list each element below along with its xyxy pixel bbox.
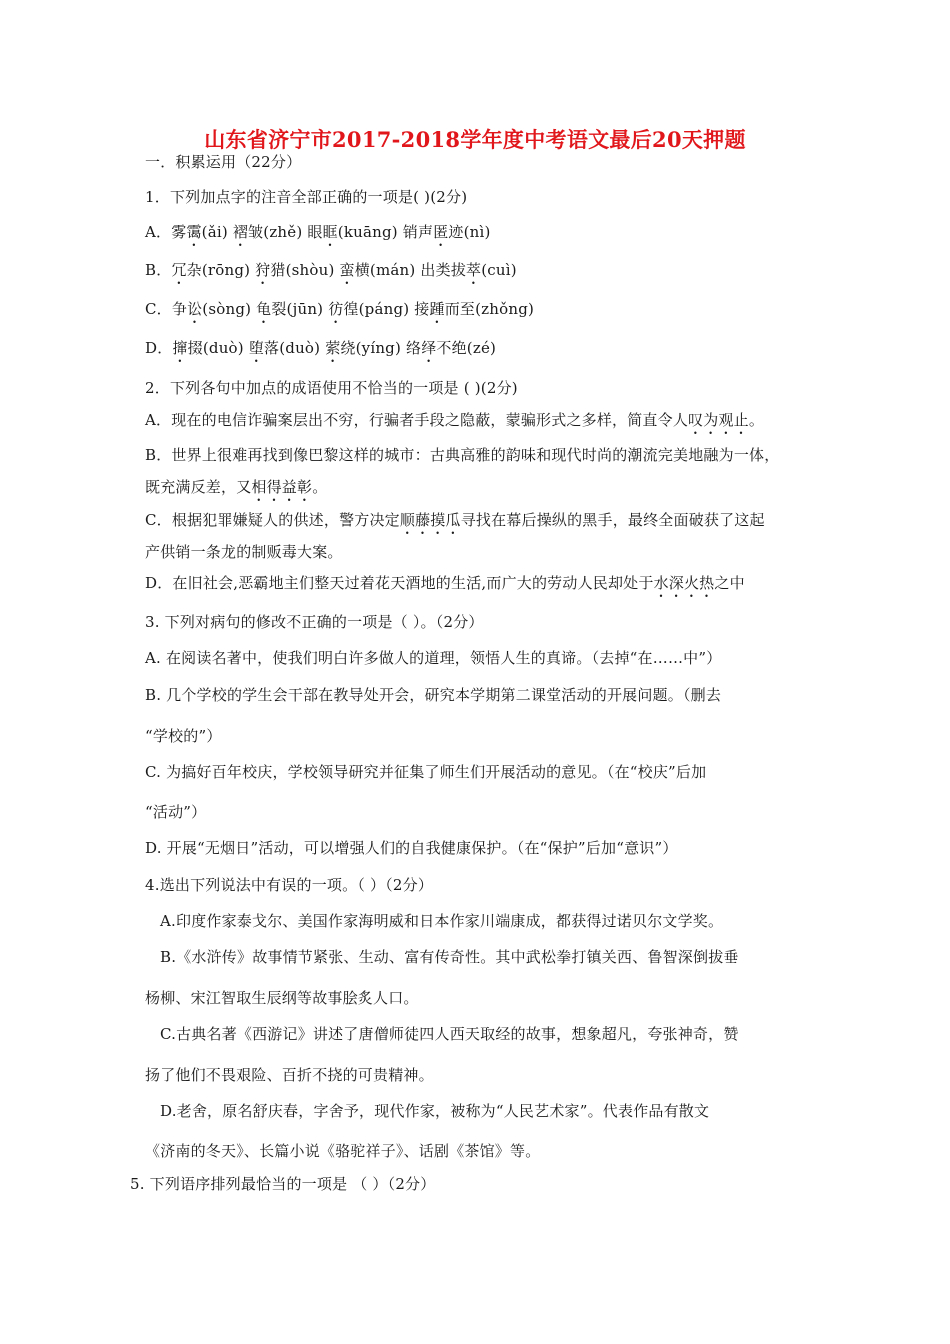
question-2-option-a: A．现在的电信诈骗案层出不穷，行骗者手段之隐蔽，蒙骗形式之多样，简直令人叹为观止。 — [145, 411, 765, 429]
question-3-stem: 3. 下列对病句的修改不正确的一项是（ ）。（2分） — [145, 613, 484, 631]
question-2-stem: 2．下列各句中加点的成语使用不恰当的一项是 ( )(2分) — [145, 379, 518, 397]
question-1-option-d: D．撺掇(duò) 堕落(duò) 萦绕(yíng) 络绎不绝(zé) — [145, 339, 497, 357]
question-4-option-d-line1: D.老舍，原名舒庆春，字舍予，现代作家，被称为“人民艺术家”。代表作品有散文 — [160, 1102, 710, 1120]
question-3-option-b-line1: B. 几个学校的学生会干部在教导处开会，研究本学期第二课堂活动的开展问题。（删去 — [145, 686, 722, 704]
question-4-option-b-line2: 杨柳、宋江智取生辰纲等故事脍炙人口。 — [145, 989, 419, 1007]
question-2-option-c-line1: C．根据犯罪嫌疑人的供述，警方决定顺藤摸瓜寻找在幕后操纵的黑手，最终全面破获了这起 — [145, 511, 765, 529]
question-3-option-c-line2: “活动”） — [145, 803, 207, 821]
document-title: 山东省济宁市2017-2018学年度中考语文最后20天押题 — [204, 127, 746, 152]
question-4-stem: 4.选出下列说法中有误的一项。（ ）（2分） — [145, 876, 434, 894]
question-4-option-c-line1: C.古典名著《西游记》讲述了唐僧师徒四人西天取经的故事，想象超凡，夸张神奇，赞 — [160, 1025, 739, 1043]
question-3-option-a: A. 在阅读名著中，使我们明白许多做人的道理，领悟人生的真谛。（去掉“在……中”） — [145, 649, 722, 667]
question-2-option-c-line2: 产供销一条龙的制贩毒大案。 — [145, 543, 343, 561]
question-3-option-b-line2: “学校的”） — [145, 727, 222, 745]
question-1-stem: 1．下列加点字的注音全部正确的一项是( )(2分) — [145, 188, 468, 206]
question-4-option-b-line1: B.《水浒传》故事情节紧张、生动、富有传奇性。其中武松拳打镇关西、鲁智深倒拔垂 — [160, 948, 739, 966]
question-4-option-d-line2: 《济南的冬天》、长篇小说《骆驼祥子》、话剧《茶馆》等。 — [145, 1142, 541, 1160]
question-3-option-c-line1: C. 为搞好百年校庆，学校领导研究并征集了师生们开展活动的意见。（在“校庆”后加 — [145, 763, 707, 781]
question-2-option-b-line1: B．世界上很难再找到像巴黎这样的城市：古典高雅的韵味和现代时尚的潮流完美地融为一体， — [145, 446, 780, 464]
question-3-option-d: D. 开展“无烟日”活动，可以增强人们的自我健康保护。（在“保护”后加“意识”） — [145, 839, 678, 857]
question-1-option-b: B．冗杂(rōng) 狩猎(shòu) 蛮横(mán) 出类拔萃(cuì) — [145, 261, 517, 279]
section-heading: 一．积累运用（22分） — [145, 153, 302, 171]
question-2-option-b-line2: 既充满反差，又相得益彰。 — [145, 478, 328, 496]
question-4-option-c-line2: 扬了他们不畏艰险、百折不挠的可贵精神。 — [145, 1066, 434, 1084]
question-1-option-c: C．争讼(sòng) 龟裂(jūn) 彷徨(páng) 接踵而至(zhǒng) — [145, 300, 535, 318]
question-2-option-d: D．在旧社会,恶霸地主们整天过着花天酒地的生活,而广大的劳动人民却处于水深火热之中 — [145, 574, 745, 592]
question-1-option-a: A．雾霭(ǎi) 褶皱(zhě) 眼眶(kuāng) 销声匿迹(nì) — [145, 223, 491, 241]
question-4-option-a: A.印度作家泰戈尔、美国作家海明威和日本作家川端康成，都获得过诺贝尔文学奖。 — [160, 912, 724, 930]
question-5-stem: 5. 下列语序排列最恰当的一项是 （ ）（2分） — [130, 1175, 436, 1193]
